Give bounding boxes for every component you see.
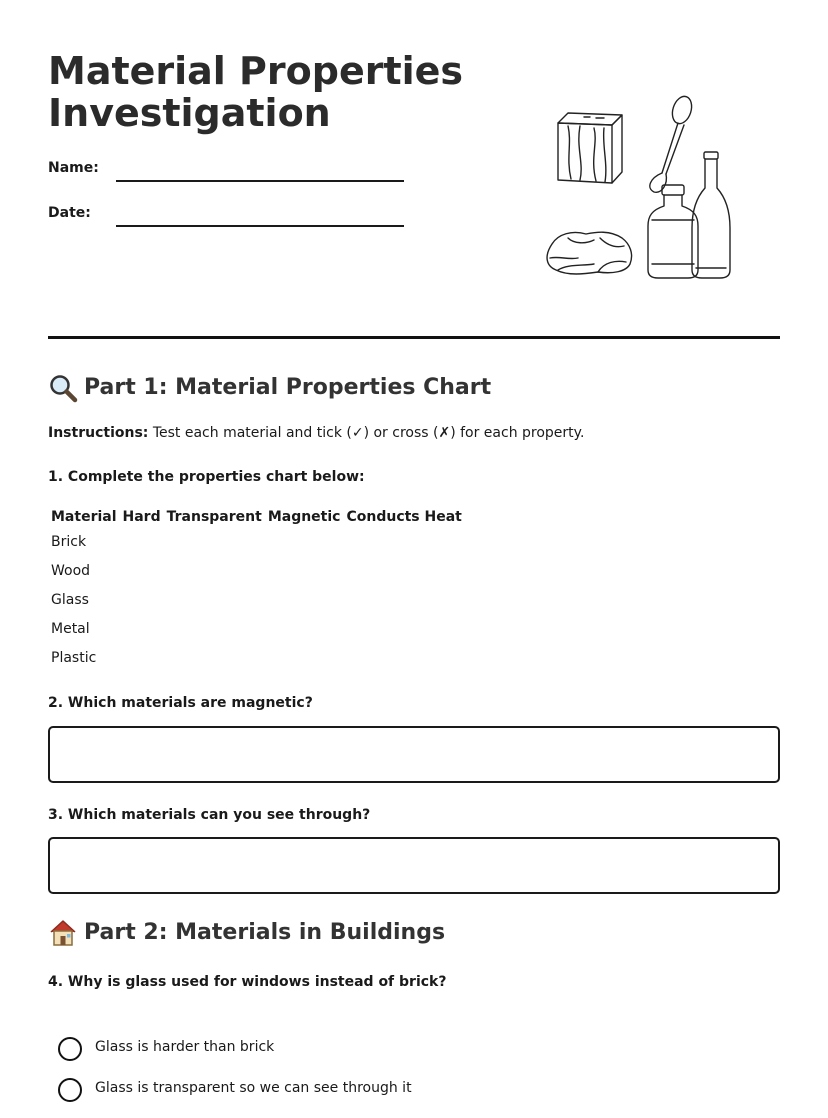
magnetic-answer-box[interactable] [48, 726, 780, 783]
hard-cell[interactable] [120, 614, 164, 643]
question-3: 3. Which materials can you see through? [48, 807, 371, 823]
col-header-conducts-heat: Conducts Heat [346, 509, 462, 525]
conducts-heat-cell[interactable] [343, 557, 464, 586]
wood-block-icon [558, 113, 622, 183]
instructions-label: Instructions: [48, 425, 149, 441]
radio-button[interactable] [58, 1037, 82, 1061]
transparent-cell[interactable] [164, 586, 265, 615]
name-field[interactable] [48, 160, 408, 190]
part1-heading [48, 373, 491, 403]
name-label: Name: [48, 160, 99, 176]
col-header-transparent: Transparent [166, 509, 262, 525]
transparent-cell[interactable] [164, 643, 265, 672]
table-row [48, 557, 465, 586]
option-label: Glass is transparent so we can see through it [95, 1080, 412, 1096]
magnetic-cell[interactable] [265, 614, 344, 643]
transparent-cell[interactable] [164, 557, 265, 586]
transparent-cell[interactable] [164, 528, 265, 557]
hard-cell[interactable] [120, 557, 164, 586]
fabric-icon [547, 232, 632, 274]
material-cell: Metal [51, 620, 90, 637]
jar-icon [648, 185, 698, 278]
hard-cell[interactable] [120, 586, 164, 615]
magnetic-cell[interactable] [265, 643, 344, 672]
properties-table [48, 506, 465, 672]
magnetic-cell[interactable] [265, 528, 344, 557]
col-header-magnetic: Magnetic [267, 509, 341, 525]
option-glass-harder[interactable] [58, 1037, 558, 1063]
conducts-heat-cell[interactable] [343, 586, 464, 615]
part2-heading [48, 918, 445, 948]
material-cell: Wood [51, 563, 91, 580]
materials-illustration [538, 88, 738, 288]
name-line[interactable] [116, 180, 404, 182]
option-label: Glass is harder than brick [95, 1039, 275, 1055]
transparent-cell[interactable] [164, 614, 265, 643]
question-1: 1. Complete the properties chart below: [48, 469, 365, 485]
conducts-heat-cell[interactable] [343, 643, 464, 672]
hard-cell[interactable] [120, 643, 164, 672]
transparent-answer-box[interactable] [48, 837, 780, 894]
magnifying-glass-icon [48, 373, 78, 403]
table-row [48, 643, 465, 672]
header-divider [48, 336, 780, 339]
instructions [48, 425, 584, 441]
magnetic-cell[interactable] [265, 557, 344, 586]
part2-heading-text: Part 2: Materials in Buildings [84, 920, 446, 945]
table-row [48, 614, 465, 643]
question-2: 2. Which materials are magnetic? [48, 695, 313, 711]
conducts-heat-cell[interactable] [343, 614, 464, 643]
radio-button[interactable] [58, 1078, 82, 1102]
col-header-hard: Hard [122, 509, 161, 525]
conducts-heat-cell[interactable] [343, 528, 464, 557]
part1-heading-text: Part 1: Material Properties Chart [84, 375, 492, 400]
worksheet-page [48, 0, 780, 1118]
instructions-text: Test each material and tick (✓) or cross (✗) for each property. [148, 425, 585, 441]
material-cell: Brick [51, 534, 87, 551]
magnetic-cell[interactable] [265, 586, 344, 615]
spoon-icon [650, 94, 695, 192]
material-cell: Glass [51, 591, 89, 608]
date-line[interactable] [116, 225, 404, 227]
date-field[interactable] [48, 205, 408, 235]
date-label: Date: [48, 205, 91, 221]
material-cell: Plastic [51, 649, 97, 666]
table-header-row [48, 506, 465, 528]
col-header-material: Material [51, 509, 117, 525]
question-4: 4. Why is glass used for windows instead of brick? [48, 974, 447, 990]
hard-cell[interactable] [120, 528, 164, 557]
house-icon [48, 918, 78, 948]
table-row [48, 586, 465, 615]
table-row [48, 528, 465, 557]
page-title: Material Properties Investigation [48, 49, 464, 135]
option-glass-transparent[interactable] [58, 1078, 558, 1104]
